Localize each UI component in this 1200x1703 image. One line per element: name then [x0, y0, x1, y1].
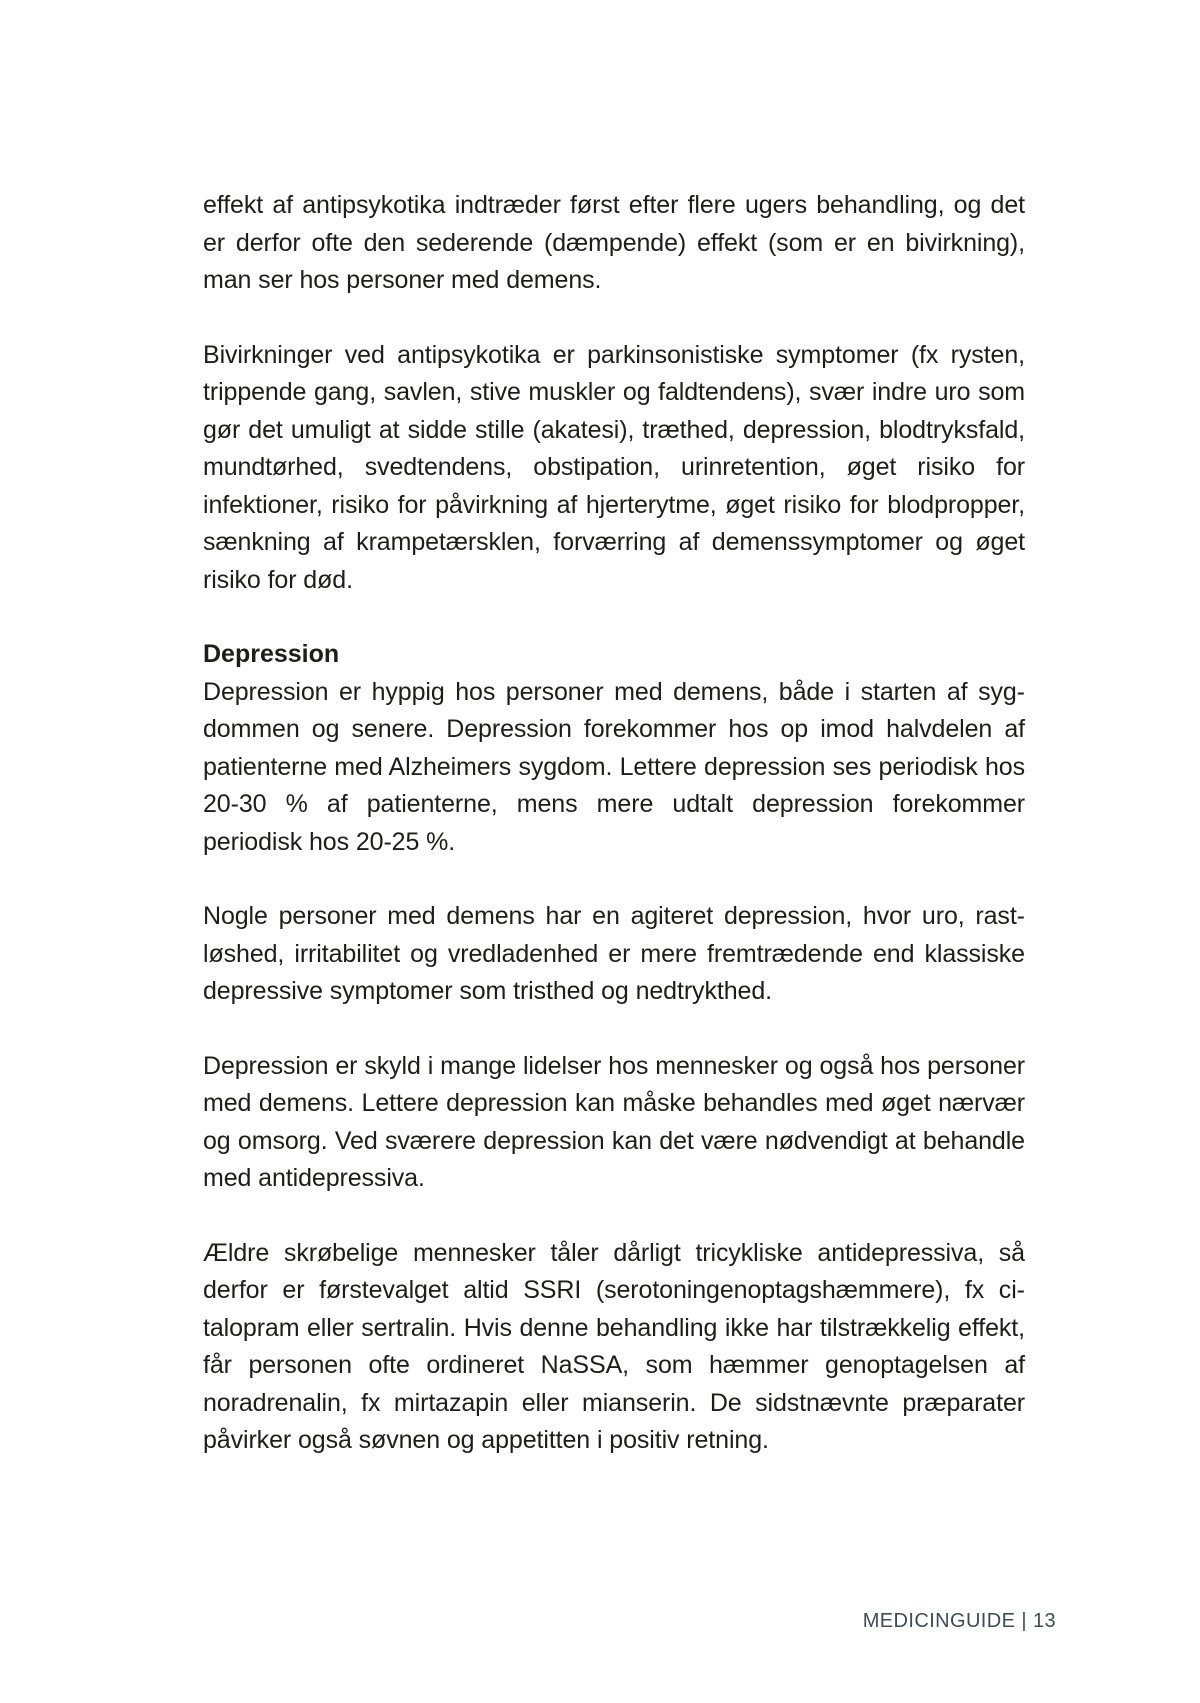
footer-guide-name: MEDICINGUIDE [862, 1610, 1016, 1632]
page-footer [863, 1610, 1056, 1633]
side-effects-paragraph: Bivirkninger ved antipsykotika er parkinsonistiske symptomer (fx rysten, trippende gang, savlen, stive muskler og faldtendens), svær indre uro som gør det umuligt at sidde stille (akatesi), træthed, depression, blodtryksfald, mundtørhed, svedtendens, obstipation, urinretention, øget risiko for infektioner, risiko for påvirkning af hjerterytme, øget risiko for blodpropper, sænkning af krampetærsklen, forværring af demenssymptomer og øget risiko for død. [203, 340, 1025, 594]
page-number: 13 [1032, 1610, 1056, 1632]
depression-paragraph-1: Depression er hyppig hos personer med demens, både i starten af sygdommen og senere. Depression forekommer hos op imod halvdelen af patienterne med Alzheimers sygdom. Lettere depression ses periodisk hos 20-30 % af patienterne, mens mere udtalt depression forekommer periodisk hos 20-25 %. [203, 677, 1025, 856]
section-heading-depression: Depression [203, 640, 340, 668]
footer-separator: | [1021, 1610, 1027, 1632]
intro-paragraph-1: effekt af antipsykotika indtræder først efter flere ugers behandling, og det er derfor ofte den sederende (dæmpende) effekt (som er en bivirkning), man ser hos personer med demens. [203, 191, 1025, 294]
page-content [203, 187, 1025, 1497]
depression-paragraph-3: Depression er skyld i mange lidelser hos mennesker og også hos personer med demens. Lettere depression kan måske behandles med øget nærvær og omsorg. Ved sværere depression kan det være nødvendigt at behandle med antidepressiva. [203, 1051, 1025, 1192]
depression-paragraph-2: Nogle personer med demens har en agiteret depression, hvor uro, rastløshed, irritabilitet og vredladenhed er mere fremtrædende end klassiske depressive symptomer som tristhed og nedtrykthed. [203, 902, 1025, 1005]
depression-paragraph-4: Ældre skrøbelige mennesker tåler dårligt tricykliske antidepressiva, så derfor er førstevalget altid SSRI (serotoningenoptagshæmmere), fx citalopram eller sertralin. Hvis denne behandling ikke har tilstrækkelig effekt, får personen ofte ordineret NaSSA, som hæmmer genoptagelsen af noradrenalin, fx mirtazapin eller mianserin. De sidstnævnte præparater påvirker også søvnen og appetitten i positiv retning. [203, 1238, 1025, 1454]
